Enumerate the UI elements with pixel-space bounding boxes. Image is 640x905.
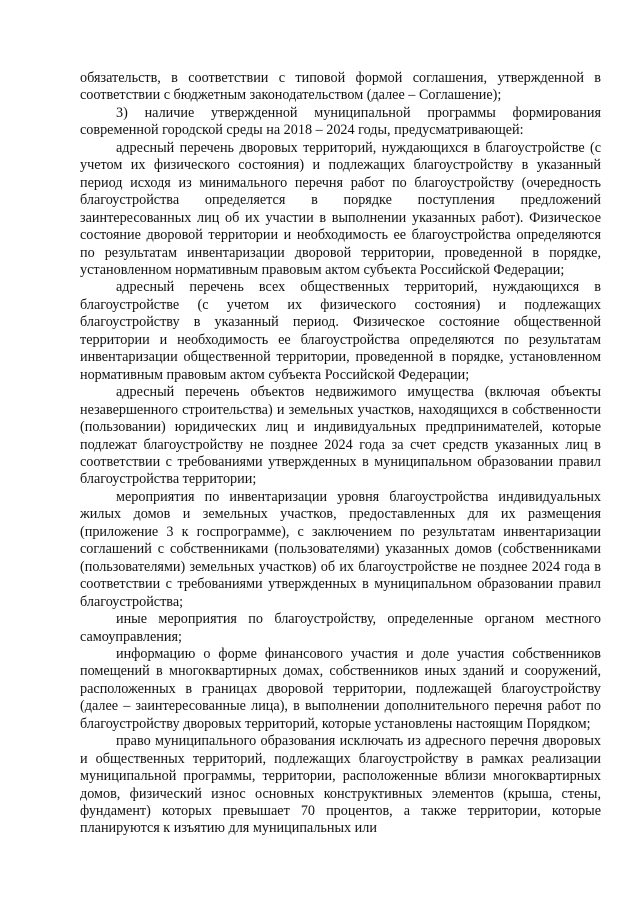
paragraph-2: 3) наличие утвержденной муниципальной программы формирования современной городской среды на 2018 – 2024 годы, предусматривающей: — [80, 104, 601, 139]
paragraph-8: информацию о форме финансового участия и доле участия собственников помещений в многоквартирных домах, собственников иных зданий и сооружений, расположенных в границах дворовой территории, подлежащей благоустройству (далее – заинтересованные лица), в выполнении дополнительного перечня работ по благоустройству дворовых территорий, которые установлены настоящим Порядком; — [80, 645, 601, 732]
paragraph-1: обязательств, в соответствии с типовой формой соглашения, утвержденной в соответствии с бюджетным законодательством (далее – Соглашение); — [80, 70, 601, 104]
paragraph-9: право муниципального образования исключать из адресного перечня дворовых и общественных территорий, подлежащих благоустройству в рамках реализации муниципальной программы, территории, расположенные вблизи многоквартирных домов, физический износ основных конструктивных элементов (крыша, стены, фундамент) которых превышает 70 процентов, а также территории, которые планируются к изъятию для муниципальных или — [80, 733, 601, 837]
document-page — [80, 70, 601, 838]
paragraph-7: иные мероприятия по благоустройству, определенные органом местного самоуправления; — [80, 611, 601, 645]
paragraph-5: адресный перечень объектов недвижимого имущества (включая объекты незавершенного строительства) и земельных участков, находящихся в собственности (пользовании) юридических лиц и индивидуальных предпринимателей, которые подлежат благоустройству не позднее 2024 года за счет средств указанных лиц в соответствии с требованиями утвержденных в муниципальном образовании правил благоустройства территории; — [80, 384, 601, 488]
paragraph-4: адресный перечень всех общественных территорий, нуждающихся в благоустройстве (с учетом их физического состояния) и подлежащих благоустройству в указанный период. Физическое состояние общественной территории и необходимость ее благоустройства определяются по результатам инвентаризации общественной территории, проведенной в порядке, установленном нормативным правовым актом субъекта Российской Федерации; — [80, 279, 601, 383]
paragraph-3: адресный перечень дворовых территорий, нуждающихся в благоустройстве (с учетом их физического состояния) и подлежащих благоустройству в указанный период исходя из минимального перечня работ по благоустройству (очередность благоустройства определяется в порядке поступления предложений заинтересованных лиц об их участии в выполнении указанных работ). Физическое состояние дворовой территории и необходимость ее благоустройства определяются по результатам инвентаризации дворовой территории, проведенной в порядке, установленном нормативным правовым актом субъекта Российской Федерации; — [80, 139, 601, 278]
paragraph-6: мероприятия по инвентаризации уровня благоустройства индивидуальных жилых домов и земельных участков, предоставленных для их размещения (приложение 3 к госпрограмме), с заключением по результатам инвентаризации соглашений с собственниками (пользователями) указанных домов (собственниками (пользователями) земельных участков) об их благоустройстве не позднее 2024 года в соответствии с требованиями утвержденных в муниципальном образовании правил благоустройства; — [80, 488, 601, 610]
